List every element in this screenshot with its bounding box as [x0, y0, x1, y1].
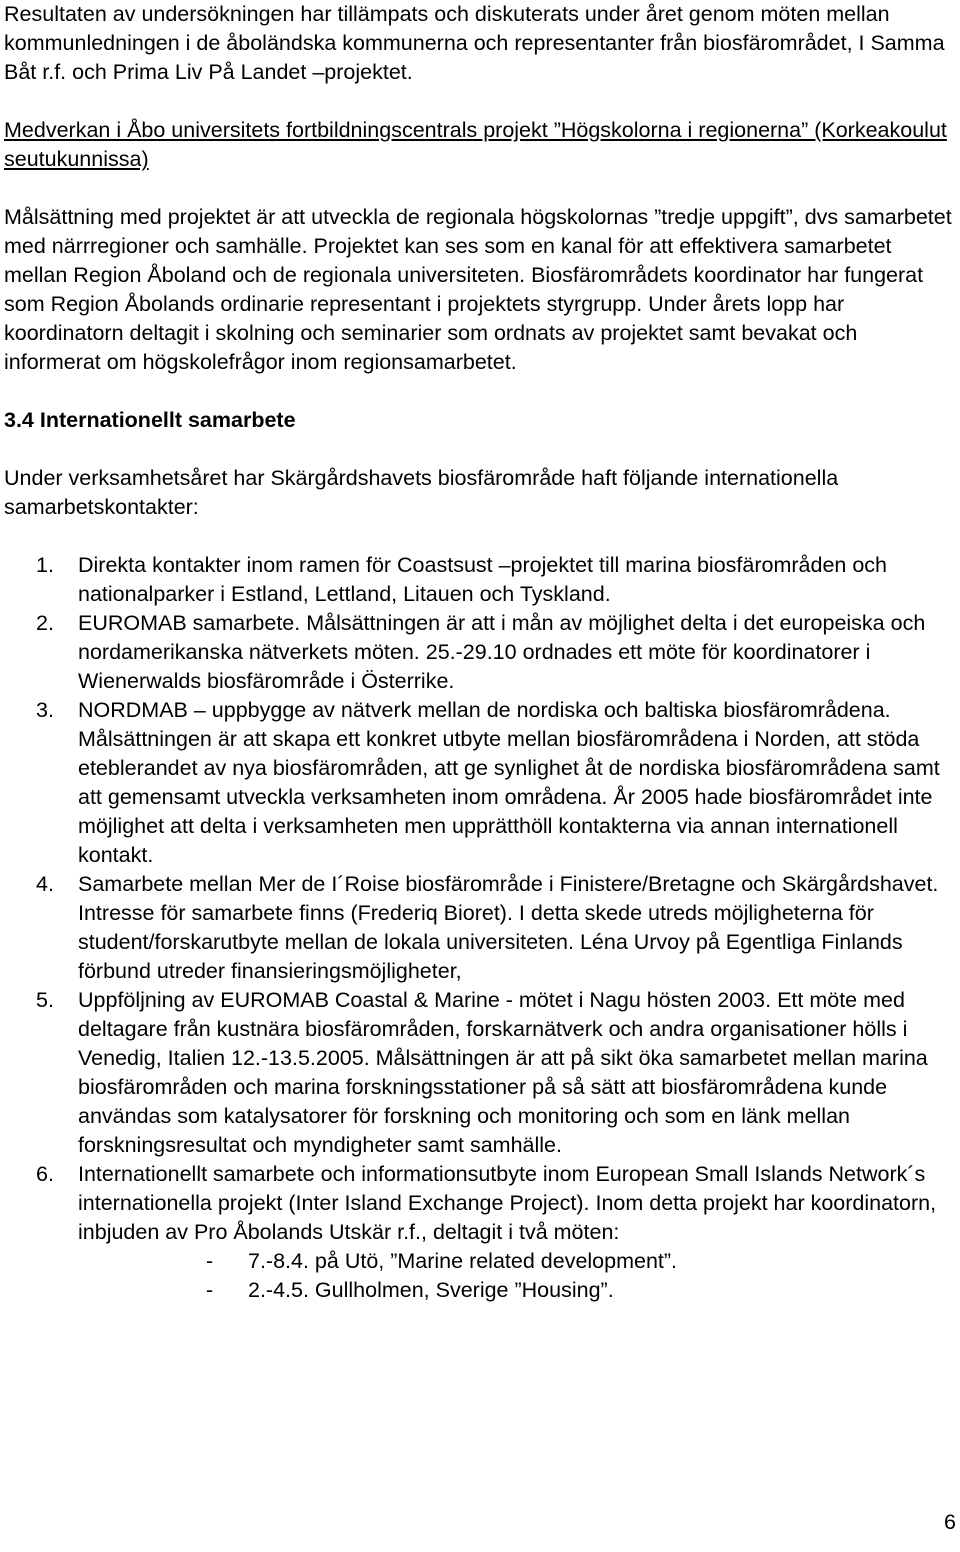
- list-item: [4, 609, 956, 696]
- meeting-item: [78, 1247, 956, 1276]
- list-item-text: Samarbete mellan Mer de I´Roise biosfärområde i Finistere/Bretagne och Skärgårdshavet. Intresse för samarbete finns (Frederiq Bioret). I detta skede utreds möjligheterna för student/forskarutbyte mellan de lokala universiteten. Léna Urvoy på Egentliga Finlands förbund utreder finansieringsmöjligheter,: [78, 872, 939, 983]
- list-item: [4, 986, 956, 1160]
- intro-paragraph: Resultaten av undersökningen har tillämpats och diskuterats under året genom möten mellan kommunledningen i de åboländska kommunerna och representanter från biosfärområdet, I Samma Båt r.f. och Prima Liv På Landet –projektet.: [4, 2, 945, 84]
- contacts-list: [4, 551, 956, 1305]
- section-heading: 3.4 Internationellt samarbete: [4, 408, 296, 432]
- meeting-text: 7.-8.4. på Utö, ”Marine related development”.: [248, 1249, 678, 1273]
- list-item-text: EUROMAB samarbete. Målsättningen är att i mån av möjlighet delta i det europeiska och nordamerikanska nätverkets möten. 25.-29.10 ordnades ett möte för koordinatorer i Wienerwalds biosfärområde i Österrike.: [78, 611, 926, 693]
- list-item: [4, 696, 956, 870]
- meeting-item: [78, 1276, 956, 1305]
- list-item: [4, 1160, 956, 1305]
- meeting-text: 2.-4.5. Gullholmen, Sverige ”Housing”.: [248, 1278, 614, 1302]
- list-number: 1.: [36, 553, 54, 577]
- list-item-text: Internationellt samarbete och informationsutbyte inom European Small Islands Network´s internationella projekt (Inter Island Exchange Project). Inom detta projekt har koordinatorn, inbjuden av Pro Åbolands Utskär r.f., deltagit i två möten:: [78, 1162, 937, 1244]
- page-number: 6: [944, 1510, 956, 1534]
- list-number: 2.: [36, 611, 54, 635]
- list-item-text: Direkta kontakter inom ramen för Coastsust –projektet till marina biosfärområden och nationalparker i Estland, Lettland, Litauen och Tyskland.: [78, 553, 887, 606]
- meetings-list: [78, 1247, 956, 1305]
- project-title: Medverkan i Åbo universitets fortbildningscentrals projekt ”Högskolorna i regionerna” (Korkeakoulut seutukunnissa): [4, 118, 947, 171]
- document-page: [4, 0, 956, 1305]
- list-number: 3.: [36, 698, 54, 722]
- list-number: 4.: [36, 872, 54, 896]
- bullet-dash: -: [206, 1249, 214, 1273]
- list-item: [4, 551, 956, 609]
- bullet-dash: -: [206, 1278, 214, 1302]
- project-paragraph: Målsättning med projektet är att utveckla de regionala högskolornas ”tredje uppgift”, dvs samarbetet med närrregioner och samhälle. Projektet kan ses som en kanal för att effektivera samarbetet mellan Region Åboland och de regionala universiteten. Biosfärområdets koordinator har fungerat som Region Åbolands ordinarie representant i projektets styrgrupp. Under årets lopp har koordinatorn deltagit i skolning och seminarier som ordnats av projektet samt bevakat och informerat om högskolefrågor inom regionsamarbetet.: [4, 205, 952, 374]
- list-item-text: NORDMAB – uppbygge av nätverk mellan de nordiska och baltiska biosfärområdena. Målsättningen är att skapa ett konkret utbyte mellan biosfärområdena i Norden, att stöda eteblerandet av nya biosfärområden, att ge synlighet åt de nordiska biosfärområdena samt att gemensamt utveckla verksamheten inom områdena. År 2005 hade biosfärområdet inte möjlighet att delta i verksamheten men upprätthöll kontakterna via annan internationell kontakt.: [78, 698, 940, 867]
- list-number: 5.: [36, 988, 54, 1012]
- list-item: [4, 870, 956, 986]
- list-number: 6.: [36, 1162, 54, 1186]
- list-item-text: Uppföljning av EUROMAB Coastal & Marine - mötet i Nagu hösten 2003. Ett möte med deltagare från kustnära biosfärområden, forskarnätverk och andra organisationer hölls i Venedig, Italien 12.-13.5.2005. Målsättningen är att på sikt öka samarbetet mellan marina biosfärområden och marina forskningsstationer på så sätt att biosfärområdena kunde användas som katalysatorer för forskning och monitoring och som en länk mellan forskningsresultat och myndigheter samt samhälle.: [78, 988, 928, 1157]
- section-intro: Under verksamhetsåret har Skärgårdshavets biosfärområde haft följande internationella samarbetskontakter:: [4, 466, 839, 519]
